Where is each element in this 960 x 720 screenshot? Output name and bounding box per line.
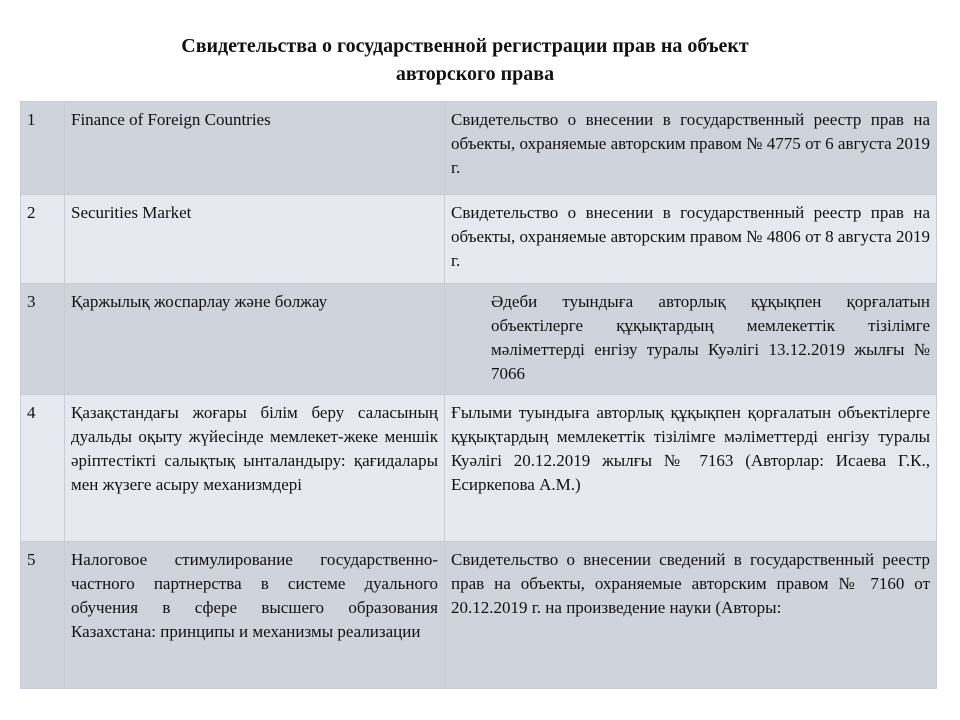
- work-title: Қаржылық жоспарлау және болжау: [65, 284, 445, 395]
- table-row: [21, 102, 937, 195]
- certificate-text: Ғылыми туындыға авторлық құқықпен қорғалатын объектілерге құқықтардың мемлекеттік тізілімге мәліметтерді енгізу туралы Куәлігі 20.12.2019 жылғы № 7163 (Авторлар: Исаева Г.К., Есиркепова А.М.): [445, 395, 937, 542]
- table-row: [21, 195, 937, 284]
- table-row: [21, 395, 937, 542]
- work-title: Налоговое стимулирование государственно-частного партнерства в системе дуального обучения в сфере высшего образования Казахстана: принципы и механизмы реализации: [65, 542, 445, 689]
- certificate-text: Әдеби туындыға авторлық құқықпен қорғалатын объектілерге құқықтардың мемлекеттік тізілімге мәліметтерді енгізу туралы Куәлігі 13.12.2019 жылғы № 7066: [445, 284, 937, 395]
- work-title: Securities Market: [65, 195, 445, 284]
- row-number: 3: [21, 284, 65, 395]
- title-line-2: авторского права: [395, 63, 555, 85]
- row-number: 2: [21, 195, 65, 284]
- row-number: 4: [21, 395, 65, 542]
- title-line-1: Свидетельства о государственной регистрации прав на объект: [181, 35, 749, 57]
- table-row: [21, 542, 937, 689]
- table-row: [21, 284, 937, 395]
- certificate-text: Свидетельство о внесении в государственный реестр прав на объекты, охраняемые авторским правом № 4775 от 6 августа 2019 г.: [445, 102, 937, 195]
- row-number: 5: [21, 542, 65, 689]
- certificates-table: [20, 101, 937, 689]
- page-title: [0, 32, 960, 88]
- row-number: 1: [21, 102, 65, 195]
- work-title: Finance of Foreign Countries: [65, 102, 445, 195]
- certificate-text: Свидетельство о внесении сведений в государственный реестр прав на объекты, охраняемые авторским правом № 7160 от 20.12.2019 г. на произведение науки (Авторы:: [445, 542, 937, 689]
- certificate-text: Свидетельство о внесении в государственный реестр прав на объекты, охраняемые авторским правом № 4806 от 8 августа 2019 г.: [445, 195, 937, 284]
- work-title: Қазақстандағы жоғары білім беру саласының дуальды оқыту жүйесінде мемлекет-жеке меншік әріптестікті салықтық ынталандыру: қағидалары мен жүзеге асыру механизмдері: [65, 395, 445, 542]
